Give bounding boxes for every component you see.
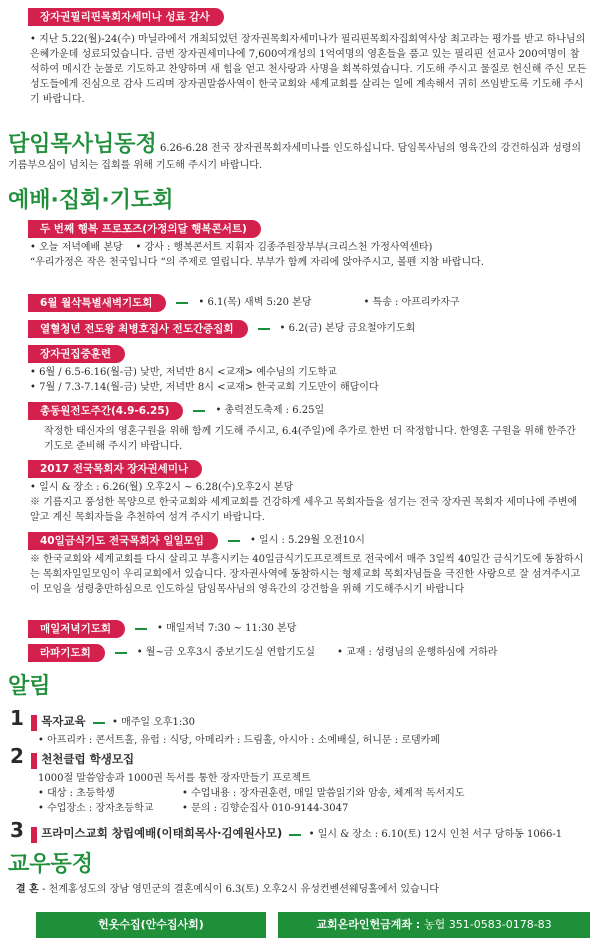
pastor-seminar-schedule: • 일시 & 장소 : 6.26(월) 오후2시 ~ 6.28(수)오후2시 본당 (30, 482, 294, 493)
connector-line (93, 722, 105, 724)
member-news-title: 교우동정 (8, 852, 94, 877)
notice-item-1 (0, 708, 600, 748)
club-description: 1000절 말씀암송과 1000권 독서를 통한 장자만들기 프로젝트 (38, 773, 311, 784)
notice-section-title: 알림 (8, 674, 51, 699)
happy-propose-pill: 두 번째 행복 프로포즈(가정의달 행복콘서트) (28, 220, 261, 238)
thanks-section (0, 8, 600, 107)
rapha-prayer-pill: 라파기도회 (28, 644, 105, 662)
clothes-collection-text: 헌옷수집(안수집사회) (98, 918, 204, 931)
pastor-news-title: 담임목사님동정 (8, 132, 157, 157)
notice-head: 프라미스교회 창립예배(이태희목사·김예원사모) (41, 826, 283, 840)
evangelism-week-item (0, 402, 600, 454)
fasting-meeting-item (0, 532, 600, 597)
offering-label: 교회온라인헌금계좌 : (316, 918, 425, 931)
evening-prayer-pill: 매일저녁기도회 (28, 620, 125, 638)
intensive-training-pill: 장자권집중훈련 (28, 345, 125, 363)
intensive-training-june: • 6월 / 6.5-6.16(월-금) 낮반, 저녁반 8시 <교재> 예수님의 기도학교 (30, 367, 337, 378)
monthly-dawn-item (0, 294, 600, 312)
happy-propose-desc: “우리가정은 작은 천국입니다 “의 주제로 열립니다. 부부가 함께 자리에 앉아주시고, 볼펜 지참 바랍니다. (30, 257, 484, 268)
notice-number: 3 (10, 818, 24, 842)
rapha-prayer-book: • 교재 : 성령님의 운행하심에 거하라 (336, 646, 498, 658)
monthly-dawn-pill: 6월 월삭특별새벽기도회 (28, 294, 166, 312)
club-location: • 수업장소 : 장자초등학교 (38, 803, 154, 814)
red-bar (31, 715, 37, 731)
worship-section-title-wrap (0, 188, 600, 214)
pastor-news-section (0, 132, 600, 174)
notice-groups: • 아프리카 : 콘서트홀, 유럽 : 식당, 아메리카 : 드림홀, 아시아 : 소예배실, 허니문 : 로뎀카페 (38, 735, 440, 746)
fasting-meeting-text: ※ 한국교회와 세계교회를 다시 살리고 부흥시키는 40일금식기도프로젝트로 전국에서 매주 3일씩 40일간 금식기도에 동참하시는 목회자일일모임이 우리교회에서 있습니다. 장자권사역에 동참하시는 형제교회 목회자님들을 극진한 사랑으로 잘 섬겨주시고 이 모임을 성령충만하심으로 인도하실 담임목사님의 영육간의 강건함을 위해 기도해주시기 바랍니다 (30, 554, 584, 595)
happy-propose-speaker: • 강사 : 행복콘서트 지휘자 김종주원장부부(크리스천 가정사역센타) (135, 242, 433, 253)
clothes-collection-banner (36, 912, 266, 938)
evangelism-testimony-time: • 6.2(금) 본당 금요철야기도회 (279, 322, 416, 334)
evangelism-week-festival: • 총력전도축제 : 6.25일 (215, 404, 325, 416)
monthly-dawn-time: • 6.1(목) 새벽 5:20 본당 (198, 296, 312, 308)
fasting-meeting-time: • 일시 : 5.29월 오전10시 (249, 534, 365, 546)
pastor-seminar-item (0, 460, 600, 525)
monthly-dawn-special: • 특송 : 아프리카자구 (363, 296, 460, 308)
notice-time: • 매주일 오후1:30 (112, 717, 196, 728)
notice-number: 1 (10, 706, 24, 730)
fasting-meeting-pill: 40일금식기도 전국목회자 일일모임 (28, 532, 218, 550)
evening-prayer-time: • 매일저녁 7:30 ~ 11:30 본당 (157, 622, 297, 634)
pastor-seminar-text: ※ 기름지고 풍성한 목양으로 한국교회와 세계교회를 건강하게 세우고 목회자들을 섬기는 전국 장자권 목회자 세미나에 주변에 알고 계신 목회자들을 추천하여 섬겨 주시기 바랍니다. (30, 497, 578, 523)
notice-title-wrap (0, 674, 600, 700)
notice-time: • 일시 & 장소 : 6.10(토) 12시 인천 서구 당하동 1066-1 (308, 829, 563, 840)
connector-line (135, 628, 147, 630)
rapha-prayer-item (0, 644, 600, 662)
happy-propose-time: • 오늘 저녁예배 본당 (30, 242, 123, 253)
notice-head: 천천클럽 학생모집 (41, 752, 135, 766)
online-offering-banner (278, 912, 590, 938)
pastor-news-text: 6.26-6.28 전국 장자권목회자세미나를 인도하십니다. 담임목사님의 영육간의 강건하심과 성령의 기름부으심이 넘치는 집회를 위해 기도해 주시기 바랍니다. (8, 143, 582, 171)
rapha-prayer-time: • 월~금 오후3시 중보기도실 연합기도실 (136, 646, 315, 658)
connector-line (289, 834, 301, 836)
evangelism-testimony-pill: 열혈청년 전도왕 최병호집사 전도간증집회 (28, 320, 248, 338)
notice-item-2 (0, 746, 600, 816)
club-target: • 대상 : 초등학생 (38, 788, 115, 799)
notice-number: 2 (10, 744, 24, 768)
worship-section-title: 예배·집회·기도회 (8, 188, 174, 213)
connector-line (258, 328, 270, 330)
notice-head: 목자교육 (41, 714, 86, 728)
connector-line (176, 302, 188, 304)
member-news-item (0, 882, 600, 897)
connector-line (193, 410, 205, 412)
club-content: • 수업내용 : 장자권훈련, 매일 말씀읽기와 암송, 체계적 독서지도 (182, 788, 465, 799)
pastor-seminar-pill: 2017 전국목회자 장자권세미나 (28, 460, 202, 478)
wedding-label: 결 혼 (16, 884, 39, 895)
intensive-training-july: • 7월 / 7.3-7.14(월-금) 낮반, 저녁반 8시 <교재> 한국교회 기도만이 해답이다 (30, 382, 379, 393)
evangelism-testimony-item (0, 320, 600, 338)
wedding-text: - 천계홍성도의 장남 영민군의 결혼예식이 6.3(토) 오후2시 유성컨벤션웨딩홀에서 있습니다 (38, 884, 439, 895)
happy-propose-item (0, 220, 600, 270)
club-contact: • 문의 : 김향순집사 010-9144-3047 (182, 803, 349, 814)
member-news-title-wrap (0, 852, 600, 878)
connector-line (228, 540, 240, 542)
connector-line (115, 652, 127, 654)
red-bar (31, 827, 37, 843)
intensive-training-item (0, 345, 600, 395)
evangelism-week-pill: 총동원전도주간(4.9-6.25) (28, 402, 183, 420)
evangelism-week-text: 작정한 태신자의 영혼구원을 위해 함께 기도해 주시고, 6.4(주일)에 추가로 한번 더 작정합니다. 한영혼 구원을 위해 한주간 기도로 준비해 주시기 바랍니다. (44, 426, 576, 452)
offering-account: 농협 351-0583-0178-83 (424, 918, 552, 931)
thanks-pill: 장자권필리핀목회자세미나 성료 감사 (28, 8, 224, 26)
notice-item-3 (0, 820, 600, 845)
thanks-text: • 지난 5.22(월)-24(수) 마닐라에서 개최되었던 장자권목회자세미나가 필리핀목회자집회역사상 최고라는 평가를 받고 하나님의 은혜가운데 성료되었습니다. 금번 장자권세미나에 7,600여개성의 1억여명의 영혼들을 품고 있는 필리핀 선교사 200여명이 참석하여 메시간 눈물로 기도하고 찬양하며 새 힘을 얻고 천사랑과 사명을 회복하였습니다. 기도해 주시고 물질로 헌신해 주신 모든 성도들에게 진심으로 감사 드리며 장자권말씀사역이 한국교회와 세계교회를 살리는 일에 계속해서 귀히 쓰임받도록 기도해 주시기 바랍니다. (30, 34, 587, 105)
evening-prayer-item (0, 620, 600, 638)
red-bar (31, 753, 37, 769)
